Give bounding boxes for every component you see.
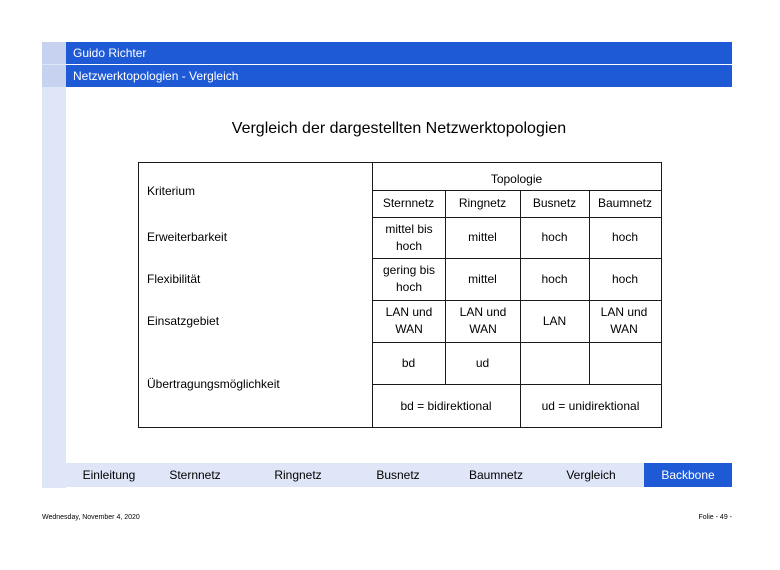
table-cell: bd xyxy=(401,355,416,370)
table-cell: mittel xyxy=(468,271,497,286)
nav-sternnetz[interactable]: Sternnetz xyxy=(169,468,221,482)
page-title: Vergleich der dargestellten Netzwerktopologien xyxy=(231,120,567,137)
footer-date: Wednesday, November 4, 2020 xyxy=(42,514,140,521)
nav-einleitung[interactable]: Einleitung xyxy=(82,468,136,482)
nav-busnetz[interactable]: Busnetz xyxy=(376,468,420,482)
header-author: Guido Richter xyxy=(73,46,147,60)
column-header: Sternnetz xyxy=(382,196,435,210)
table-cell: LAN und WAN xyxy=(385,305,433,336)
table-cell: hoch xyxy=(611,271,639,286)
table-cell: LAN xyxy=(542,313,567,328)
legend-bidirectional: bd = bidirektional xyxy=(400,398,492,413)
table-cell: hoch xyxy=(611,230,639,244)
table-cell: mittel xyxy=(468,230,497,244)
column-header: Busnetz xyxy=(532,196,577,210)
table-cell: ud xyxy=(475,355,490,370)
row-label: Einsatzgebiet xyxy=(147,313,220,328)
column-header: Ringnetz xyxy=(458,196,507,210)
table-cell: LAN und WAN xyxy=(600,305,648,336)
header-subtitle-bar xyxy=(42,65,732,87)
table-cell: hoch xyxy=(541,230,568,244)
nav-ringnetz[interactable]: Ringnetz xyxy=(274,468,322,482)
table-cell: LAN und WAN xyxy=(459,305,507,336)
row-label: Erweiterbarkeit xyxy=(147,230,228,244)
row-label: Übertragungsmöglichkeit xyxy=(147,376,280,391)
table-cell: gering bis hoch xyxy=(382,263,436,294)
legend-unidirectional: ud = unidirektional xyxy=(541,398,640,413)
header-subtitle: Netzwerktopologien - Vergleich xyxy=(73,69,239,83)
nav-baumnetz[interactable]: Baumnetz xyxy=(468,468,524,482)
header-accent xyxy=(42,42,66,64)
table-cell: mittel bis hoch xyxy=(385,221,433,253)
row-label: Flexibilität xyxy=(147,271,201,286)
table-cell: hoch xyxy=(541,271,568,286)
topology-header: Topologie xyxy=(490,171,543,186)
left-decor-strip xyxy=(42,42,66,488)
column-header: Baumnetz xyxy=(597,196,653,210)
header-accent xyxy=(42,65,66,87)
nav-vergleich[interactable]: Vergleich xyxy=(566,468,616,482)
nav-backbone[interactable]: Backbone xyxy=(644,463,732,487)
slide-number: Folie - 49 - xyxy=(698,514,732,521)
header-author-bar xyxy=(42,42,732,64)
criterion-header: Kriterium xyxy=(147,183,196,198)
